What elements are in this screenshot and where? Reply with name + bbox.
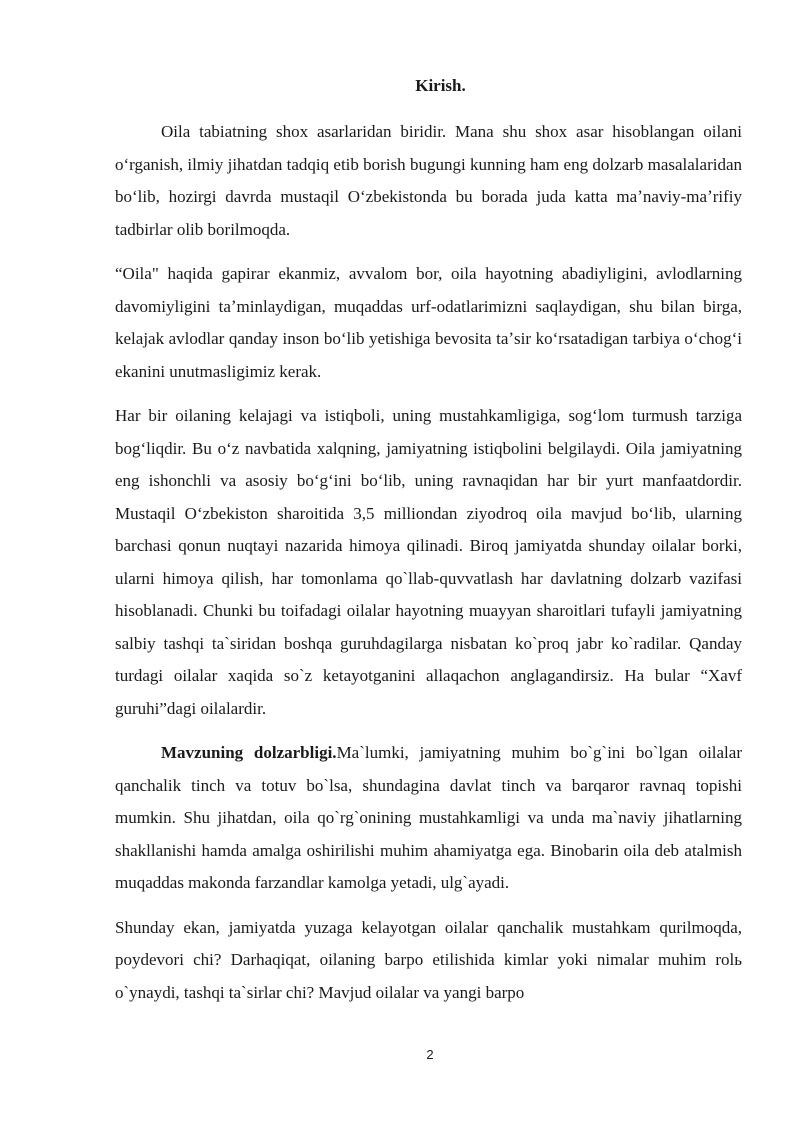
paragraph-kelajagi: Har bir oilaning kelajagi va istiqboli, uning mustahkamligiga, sogʻlom turmush tarziga bogʻliqdir. Bu oʻz navbatida xalqning, jamiyatning istiqbolini belgilaydi. Oila jamiyatning eng ishonchli va asosiy boʻgʻini boʻlib, uning ravnaqidan har bir yurt manfaatdordir. Mustaqil Oʻzbekiston sharoitida 3,5 milliondan ziyodroq oila mavjud boʻlib, ularning barchasi qonun nuqtayi nazarida himoya qilinadi. Biroq jamiyatda shunday oilalar borki, ularni himoya qilish, har tomonlama qo`llab-quvvatlash har davlatning dolzarb vazifasi hisoblanadi. Chunki bu toifadagi oilalar hayotning muayyan sharoitlari tufayli jamiyatning salbiy tashqi ta`siridan boshqa guruhdagilarga nisbatan ko`proq jabr ko`radilar. Qanday turdagi oilalar xaqida so`z ketayotganini allaqachon anglagandirsiz. Ha bular “Xavf guruhi”dagi oilalardir.	[115, 406, 742, 718]
page-number	[0, 1047, 800, 1062]
section-heading	[115, 72, 742, 100]
heading-text: Kirish.	[415, 76, 466, 95]
document-page	[115, 62, 742, 1021]
paragraph-dolzarblik	[115, 737, 742, 900]
paragraph-oila-haqida: “Oila" haqida gapirar ekanmiz, avvalom bor, oila hayotning abadiyligini, avlodlarning davomiyligini taʼminlaydigan, muqaddas urf-odatlarimizni saqlaydigan, shu bilan birga, kelajak avlodlar qanday inson boʻlib yetishiga bevosita taʼsir koʻrsatadigan tarbiya oʻchogʻi ekanini unutmasligimiz kerak.	[115, 264, 742, 381]
page-number-text: 2	[426, 1047, 434, 1062]
paragraph-shunday-ekan: Shunday ekan, jamiyatda yuzaga kelayotgan oilalar qanchalik mustahkam qurilmoqda, poydevori chi? Darhaqiqat, oilaning barpo etilishida kimlar yoki nimalar muhim rolь o`ynaydi, tashqi ta`sirlar chi? Mavjud oilalar va yangi barpo	[115, 917, 742, 1002]
dolzarblik-lead: Mavzuning dolzarbligi.	[161, 743, 337, 762]
dolzarblik-text: Ma`lumki, jamiyatning muhim bo`g`ini bo`lgan oilalar qanchalik tinch va totuv bo`lsa, shundagina davlat tinch va barqaror ravnaq topishi mumkin. Shu jihatdan, oila qo`rg`onining mustahkamligi va unda ma`naviy jihatlarning shakllanishi hamda amalga oshirilishi muhim ahamiyatga ega. Binobarin oila deb atalmish muqaddas makonda farzandlar kamolga yetadi, ulg`ayadi.	[115, 743, 742, 892]
paragraph-intro: Oila tabiatning shox asarlaridan biridir. Mana shu shox asar hisoblangan oilani oʻrganish, ilmiy jihatdan tadqiq etib borish bugungi kunning ham eng dolzarb masalalaridan boʻlib, hozirgi davrda mustaqil Oʻzbekistonda bu borada juda katta maʼnaviy-maʼrifiy tadbirlar olib borilmoqda.	[115, 122, 742, 239]
